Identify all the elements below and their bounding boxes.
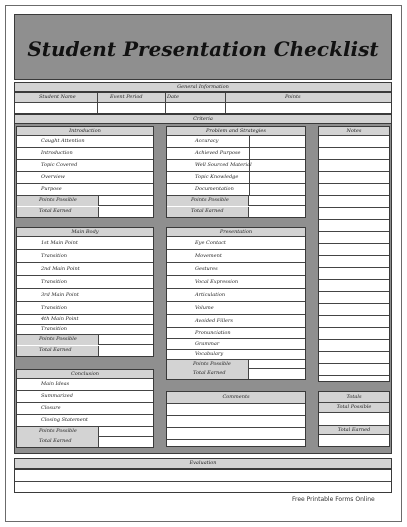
conclusion-header xyxy=(17,370,153,379)
points-possible-cell xyxy=(17,335,99,345)
general-info-header xyxy=(14,82,392,92)
problem-item-label: Well Sourced Material xyxy=(195,162,252,168)
total-earned-field[interactable] xyxy=(250,369,305,379)
main-body-item-label: 3rd Main Point xyxy=(41,292,79,298)
total-earned-label: Total Earned xyxy=(39,438,72,444)
main-body-item-label: Transition xyxy=(41,326,67,332)
presentation-item[interactable] xyxy=(167,250,305,263)
total-earned-cell xyxy=(167,207,249,217)
total-earned-cell xyxy=(17,346,99,356)
total-earned-label: Total Earned xyxy=(39,208,72,214)
introduction-item[interactable] xyxy=(17,148,153,160)
total-earned-field[interactable] xyxy=(319,435,389,446)
total-earned-cell xyxy=(319,426,389,435)
main-body-item[interactable] xyxy=(17,289,153,302)
points-possible-field[interactable] xyxy=(100,427,153,437)
presentation-item[interactable] xyxy=(167,350,305,360)
conclusion-item[interactable] xyxy=(17,391,153,403)
total-earned-label: Total Earned xyxy=(39,347,72,353)
comments-label: Comments xyxy=(222,394,250,400)
points-possible-label: Points Possible xyxy=(39,336,77,342)
problem-item[interactable] xyxy=(167,136,305,148)
conclusion-item[interactable] xyxy=(17,415,153,427)
main-body-item[interactable] xyxy=(17,250,153,263)
points-possible-cell xyxy=(17,427,99,437)
conclusion-label: Conclusion xyxy=(70,370,100,377)
main-body-item-label: 1st Main Point xyxy=(41,240,78,246)
score-row xyxy=(17,346,153,356)
notes-label: Notes xyxy=(346,127,362,134)
problem-item-label: Documentation xyxy=(195,186,234,192)
main-body-item-label: Transition xyxy=(41,305,67,311)
main-body-item-label: 2nd Main Point xyxy=(41,266,80,272)
score-row xyxy=(17,207,153,217)
problem-item-label: Achieved Purpose xyxy=(195,150,241,156)
score-row xyxy=(17,196,153,206)
total-earned-cell xyxy=(17,207,99,217)
total-earned-field[interactable] xyxy=(100,346,153,356)
presentation-box xyxy=(166,227,306,380)
total-possible-field[interactable] xyxy=(319,413,389,426)
main-body-item[interactable] xyxy=(17,302,153,315)
conclusion-item-label: Summarized xyxy=(41,393,73,399)
general-info-fields xyxy=(14,92,392,114)
main-body-item-label: Transition xyxy=(41,279,67,285)
presentation-label: Presentation xyxy=(219,228,253,235)
points-possible-cell xyxy=(167,360,249,369)
main-body-item[interactable] xyxy=(17,315,153,325)
notes-header xyxy=(319,127,389,136)
conclusion-item-label: Closing Statement xyxy=(41,417,88,423)
presentation-item-label: Volume xyxy=(195,305,214,311)
points-possible-field[interactable] xyxy=(100,196,153,206)
presentation-item[interactable] xyxy=(167,315,305,328)
points-possible-label: Points Possible xyxy=(193,361,231,367)
student-name-field[interactable] xyxy=(15,103,97,113)
problem-item[interactable] xyxy=(167,160,305,172)
main-body-item-label: Transition xyxy=(41,253,67,259)
conclusion-item[interactable] xyxy=(17,379,153,391)
event-period-label: Event Period xyxy=(110,94,143,100)
score-row xyxy=(167,196,305,206)
notes-lines[interactable] xyxy=(319,136,389,381)
problem-item-label: Accuracy xyxy=(195,138,219,144)
totals-header xyxy=(319,392,389,403)
introduction-item-label: Introduction xyxy=(41,150,73,156)
total-earned-label: Total Earned xyxy=(337,426,371,433)
totals-label: Totals xyxy=(346,393,362,400)
conclusion-box xyxy=(16,369,154,448)
score-row xyxy=(167,360,305,369)
student-name-label: Student Name xyxy=(39,94,76,100)
introduction-item[interactable] xyxy=(17,184,153,196)
presentation-item[interactable] xyxy=(167,263,305,276)
problem-header xyxy=(167,127,305,136)
points-field[interactable] xyxy=(226,103,391,113)
presentation-item-label: Avoided Fillers xyxy=(195,318,233,324)
total-earned-field[interactable] xyxy=(100,207,153,217)
introduction-label: Introduction xyxy=(69,127,101,134)
points-possible-field[interactable] xyxy=(250,196,305,206)
total-earned-field[interactable] xyxy=(250,207,305,217)
comments-header xyxy=(167,392,305,404)
score-row xyxy=(167,207,305,217)
introduction-item-label: Overview xyxy=(41,174,65,180)
totals-box xyxy=(318,391,390,447)
evaluation-header xyxy=(14,458,392,469)
presentation-item[interactable] xyxy=(167,237,305,250)
total-earned-cell xyxy=(167,369,249,379)
presentation-header xyxy=(167,228,305,237)
comments-lines[interactable] xyxy=(167,404,305,446)
main-body-item[interactable] xyxy=(17,237,153,250)
introduction-item-label: Topic Covered xyxy=(41,162,78,168)
conclusion-item-label: Closure xyxy=(41,405,61,411)
points-possible-cell xyxy=(167,196,249,206)
presentation-item-label: Vocal Expression xyxy=(195,279,239,285)
problem-item[interactable] xyxy=(167,172,305,184)
problem-item-label: Topic Knowledge xyxy=(195,174,239,180)
points-possible-field[interactable] xyxy=(100,335,153,345)
main-body-item-label: 4th Main Point xyxy=(41,316,79,322)
introduction-item[interactable] xyxy=(17,172,153,184)
date-field[interactable] xyxy=(166,103,225,113)
page-title: Student Presentation Checklist xyxy=(27,37,379,61)
score-row xyxy=(17,427,153,437)
score-row xyxy=(17,437,153,447)
total-possible-cell xyxy=(319,403,389,413)
points-possible-field[interactable] xyxy=(250,360,305,369)
introduction-item-label: Purpose xyxy=(41,186,62,192)
score-row xyxy=(17,335,153,345)
evaluation-field[interactable] xyxy=(14,469,392,493)
total-earned-label: Total Earned xyxy=(193,370,226,376)
general-info-label: General Information xyxy=(177,83,229,90)
event-period-field[interactable] xyxy=(98,103,165,113)
points-possible-cell xyxy=(17,196,99,206)
comments-box xyxy=(166,391,306,447)
conclusion-item-label: Main Ideas xyxy=(41,381,70,387)
presentation-item[interactable] xyxy=(167,328,305,339)
main-body-item[interactable] xyxy=(17,263,153,276)
criteria-header xyxy=(14,114,392,124)
date-label: Date xyxy=(167,94,179,100)
presentation-item[interactable] xyxy=(167,339,305,350)
score-row xyxy=(167,369,305,379)
main-body-box xyxy=(16,227,154,357)
points-possible-label: Points Possible xyxy=(39,197,77,203)
presentation-item[interactable] xyxy=(167,302,305,315)
evaluation-label: Evaluation xyxy=(189,460,217,466)
presentation-item-label: Gestures xyxy=(195,266,218,272)
introduction-box xyxy=(16,126,154,218)
main-body-item[interactable] xyxy=(17,325,153,335)
problem-box xyxy=(166,126,306,218)
total-earned-field[interactable] xyxy=(100,437,153,447)
introduction-item-label: Caught Attention xyxy=(41,138,85,144)
main-body-label: Main Body xyxy=(71,228,99,235)
conclusion-item[interactable] xyxy=(17,403,153,415)
total-earned-cell xyxy=(17,437,99,447)
main-body-header xyxy=(17,228,153,237)
notes-box xyxy=(318,126,390,382)
presentation-item[interactable] xyxy=(167,276,305,289)
presentation-item-label: Grammar xyxy=(195,341,220,347)
problem-label: Problem and Strategies xyxy=(206,127,266,134)
presentation-item-label: Articulation xyxy=(195,292,226,298)
introduction-item[interactable] xyxy=(17,136,153,148)
total-possible-label: Total Possible xyxy=(336,404,372,410)
criteria-label: Criteria xyxy=(193,115,213,122)
problem-item[interactable] xyxy=(167,184,305,196)
introduction-item[interactable] xyxy=(17,160,153,172)
presentation-item-label: Eye Contact xyxy=(195,240,226,246)
total-earned-label: Total Earned xyxy=(191,208,224,214)
problem-item[interactable] xyxy=(167,148,305,160)
introduction-header xyxy=(17,127,153,136)
presentation-item-label: Pronunciation xyxy=(195,330,231,336)
points-possible-label: Points Possible xyxy=(39,428,77,434)
points-possible-label: Points Possible xyxy=(191,197,229,203)
presentation-item[interactable] xyxy=(167,289,305,302)
footer-credit: Free Printable Forms Online xyxy=(292,496,375,503)
presentation-item-label: Vocabulary xyxy=(195,351,224,357)
points-label: Points xyxy=(285,94,301,100)
main-body-item[interactable] xyxy=(17,276,153,289)
presentation-item-label: Movement xyxy=(195,253,222,259)
